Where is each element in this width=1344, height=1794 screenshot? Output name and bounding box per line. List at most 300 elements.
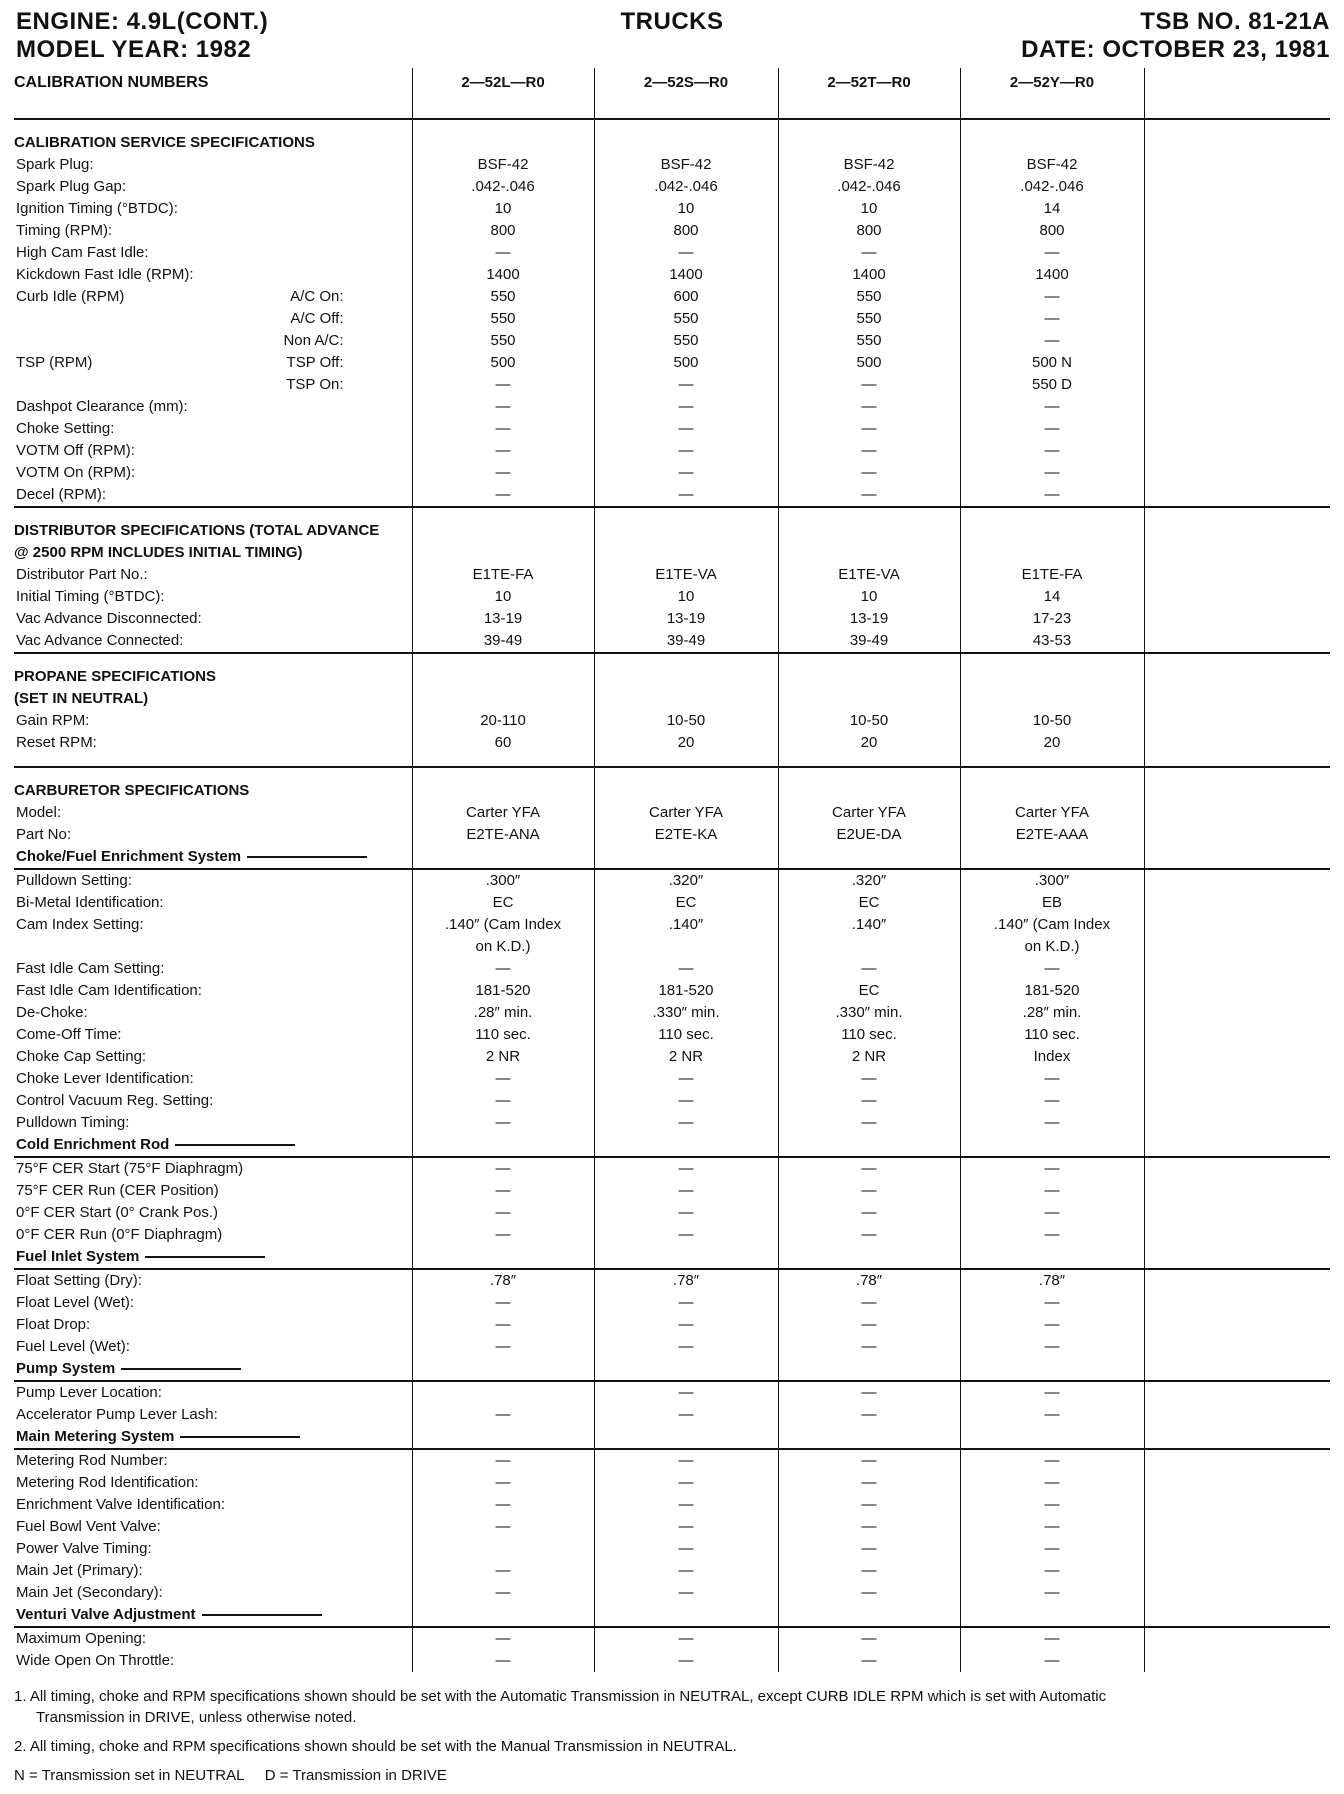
empty-cell <box>778 1246 960 1269</box>
spec-label: Choke Lever Identification: <box>16 1070 194 1087</box>
spec-value: 110 sec. <box>960 1024 1144 1046</box>
spec-row <box>14 198 1330 220</box>
spec-label-wrap <box>14 242 412 264</box>
spec-value: 13-19 <box>778 608 960 630</box>
empty-cell <box>594 666 778 688</box>
note-1-line-1: 1. All timing, choke and RPM specifications shown should be set with the Automatic Transmission in NEUTRAL, except CURB IDLE RPM which is set with Automatic <box>14 1688 1107 1705</box>
spec-label: VOTM Off (RPM): <box>16 442 135 459</box>
spec-value: 2 NR <box>594 1046 778 1068</box>
spec-value: — <box>960 1224 1144 1246</box>
empty-cell <box>960 507 1144 520</box>
spec-label-cell <box>14 396 412 418</box>
spec-value: BSF-42 <box>412 154 594 176</box>
spec-value: — <box>594 1292 778 1314</box>
blank-column-cell <box>1144 1024 1330 1046</box>
spec-value: — <box>594 1180 778 1202</box>
empty-cell <box>14 507 412 520</box>
spec-value: — <box>960 1180 1144 1202</box>
spec-label-cell <box>14 286 412 308</box>
blank-column-cell <box>1144 68 1330 119</box>
blank-column-cell <box>1144 824 1330 846</box>
spec-value: — <box>778 484 960 507</box>
spec-value: — <box>594 484 778 507</box>
empty-cell <box>960 754 1144 767</box>
spec-row <box>14 1449 1330 1472</box>
spec-value: 550 <box>778 330 960 352</box>
empty-cell <box>412 542 594 564</box>
spec-value <box>412 1538 594 1560</box>
spec-value: — <box>960 286 1144 308</box>
spec-sublabel: TSP On: <box>286 376 344 393</box>
spec-value: 10 <box>594 198 778 220</box>
spec-label: 75°F CER Start (75°F Diaphragm) <box>16 1160 244 1177</box>
spec-value: 181-520 <box>412 980 594 1002</box>
spec-value: — <box>960 308 1144 330</box>
blank-column-cell <box>1144 396 1330 418</box>
spec-label: Pulldown Setting: <box>16 872 132 889</box>
blank-column-cell <box>1144 1472 1330 1494</box>
spec-value: — <box>412 1516 594 1538</box>
spec-value: — <box>778 440 960 462</box>
spec-value: 20-110 <box>412 710 594 732</box>
empty-cell <box>594 520 778 542</box>
calibration-number: 2—52L—R0 <box>412 68 594 119</box>
blank-column-cell <box>1144 1180 1330 1202</box>
blank-column-cell <box>1144 1002 1330 1024</box>
spec-label: Ignition Timing (°BTDC): <box>16 200 178 217</box>
spec-label-cell <box>14 484 412 507</box>
spec-label-cell <box>14 1336 412 1358</box>
spec-label: Fast Idle Cam Setting: <box>16 960 165 977</box>
spec-row <box>14 1024 1330 1046</box>
empty-cell <box>594 507 778 520</box>
spec-row <box>14 564 1330 586</box>
spec-value: — <box>960 484 1144 507</box>
blank-column-cell <box>1144 119 1330 132</box>
spec-row <box>14 418 1330 440</box>
spec-row <box>14 869 1330 892</box>
spec-label-cell <box>14 1314 412 1336</box>
spec-value: .140″ <box>778 914 960 936</box>
spec-value: 550 <box>594 308 778 330</box>
blank-column-cell <box>1144 802 1330 824</box>
calibration-number: 2—52T—R0 <box>778 68 960 119</box>
spec-value: — <box>960 1472 1144 1494</box>
spec-sublabel: TSP Off: <box>286 354 344 371</box>
spec-label: Float Drop: <box>16 1316 91 1333</box>
spec-label-cell <box>14 1627 412 1650</box>
empty-cell <box>960 1246 1144 1269</box>
blank-column-cell <box>1144 1269 1330 1292</box>
subsection-title-cell <box>14 1246 412 1269</box>
subsection-title: Choke/Fuel Enrichment System <box>14 848 367 865</box>
spec-label-cell <box>14 1202 412 1224</box>
empty-cell <box>594 1426 778 1449</box>
blank-column-cell <box>1144 242 1330 264</box>
spec-value: — <box>778 1224 960 1246</box>
spec-label: Choke Setting: <box>16 420 115 437</box>
spec-row <box>14 286 1330 308</box>
spec-value: — <box>412 1650 594 1672</box>
spec-value: 10 <box>412 198 594 220</box>
spec-value: — <box>778 1112 960 1134</box>
spec-value: 2 NR <box>412 1046 594 1068</box>
blank-column-cell <box>1144 1538 1330 1560</box>
spec-row <box>14 1627 1330 1650</box>
distributor-title-line-1 <box>14 520 1330 542</box>
empty-cell <box>594 688 778 710</box>
propane-title-line-2 <box>14 688 1330 710</box>
spec-value: .300″ <box>960 869 1144 892</box>
spec-row <box>14 440 1330 462</box>
spec-row <box>14 980 1330 1002</box>
blank-column-cell <box>1144 1292 1330 1314</box>
empty-cell <box>778 688 960 710</box>
spec-label-wrap <box>14 374 412 396</box>
blank-column-cell <box>1144 374 1330 396</box>
spec-row <box>14 484 1330 507</box>
spec-value: — <box>778 396 960 418</box>
spec-row <box>14 1472 1330 1494</box>
spec-value: — <box>594 1404 778 1426</box>
spec-label-cell <box>14 220 412 242</box>
spec-label-cell <box>14 1582 412 1604</box>
spec-label: Curb Idle (RPM) <box>16 288 125 305</box>
spec-value: — <box>960 1202 1144 1224</box>
spec-value: 800 <box>778 220 960 242</box>
spec-label: 75°F CER Run (CER Position) <box>16 1182 219 1199</box>
spec-value: — <box>412 440 594 462</box>
empty-cell <box>412 688 594 710</box>
spec-value: — <box>412 1404 594 1426</box>
spec-label-cell <box>14 1650 412 1672</box>
spec-label-wrap <box>14 286 412 308</box>
section-title: PROPANE SPECIFICATIONS <box>14 666 412 688</box>
spec-value: — <box>960 1068 1144 1090</box>
spec-value: .28″ min. <box>960 1002 1144 1024</box>
spec-value: .140″ (Cam Index <box>960 914 1144 936</box>
spec-label: 0°F CER Start (0° Crank Pos.) <box>16 1204 219 1221</box>
transmission-legend: N = Transmission set in NEUTRAL D = Transmission in DRIVE <box>14 1767 447 1784</box>
spec-value: EC <box>412 892 594 914</box>
subsection-title-cell <box>14 846 412 869</box>
spec-value: 110 sec. <box>594 1024 778 1046</box>
spec-value: — <box>960 1314 1144 1336</box>
subsection-title: Main Metering System <box>14 1428 300 1445</box>
spec-value: E1TE-FA <box>412 564 594 586</box>
spec-label-wrap <box>14 418 412 440</box>
spec-label-cell <box>14 608 412 630</box>
spec-value: 39-49 <box>778 630 960 653</box>
spec-label <box>14 938 16 955</box>
spec-value: 13-19 <box>412 608 594 630</box>
tsb-date: DATE: OCTOBER 23, 1981 <box>1021 36 1330 63</box>
empty-cell <box>960 688 1144 710</box>
blank-column-cell <box>1144 630 1330 653</box>
spec-value: — <box>960 1404 1144 1426</box>
spec-value: — <box>594 1582 778 1604</box>
blank-column-cell <box>1144 286 1330 308</box>
empty-cell <box>960 520 1144 542</box>
spec-value: — <box>778 958 960 980</box>
spec-label: Spark Plug: <box>16 156 94 173</box>
spec-row <box>14 1650 1330 1672</box>
spec-value: EC <box>778 892 960 914</box>
spec-value: — <box>594 1627 778 1650</box>
blank-column-cell <box>1144 846 1330 869</box>
spec-label: Reset RPM: <box>16 734 97 751</box>
spec-value: 550 <box>594 330 778 352</box>
spec-row <box>14 330 1330 352</box>
spec-value: — <box>960 1449 1144 1472</box>
blank-column-cell <box>1144 1604 1330 1627</box>
spec-label-wrap <box>14 462 412 484</box>
spec-value: .78″ <box>778 1269 960 1292</box>
spec-label: VOTM On (RPM): <box>16 464 136 481</box>
spec-value: — <box>594 374 778 396</box>
spec-row <box>14 1202 1330 1224</box>
spec-value: — <box>412 1068 594 1090</box>
spec-value: — <box>412 1449 594 1472</box>
spec-value: — <box>594 462 778 484</box>
empty-cell <box>778 780 960 802</box>
spec-label: Main Jet (Secondary): <box>16 1584 163 1601</box>
tsb-number: TSB NO. 81-21A <box>1140 8 1330 35</box>
spec-value: 550 <box>412 330 594 352</box>
blank-column-cell <box>1144 710 1330 732</box>
blank-column-cell <box>1144 154 1330 176</box>
spec-value: — <box>412 1472 594 1494</box>
empty-cell <box>14 754 412 767</box>
spec-value: .042-.046 <box>778 176 960 198</box>
empty-cell <box>594 542 778 564</box>
spec-value: 17-23 <box>960 608 1144 630</box>
blank-column-cell <box>1144 1314 1330 1336</box>
distributor-title-line-2 <box>14 542 1330 564</box>
spec-value: — <box>412 462 594 484</box>
empty-cell <box>14 767 412 780</box>
empty-cell <box>594 119 778 132</box>
spec-value: — <box>778 1627 960 1650</box>
spec-value: Carter YFA <box>778 802 960 824</box>
spec-value: .042-.046 <box>960 176 1144 198</box>
spec-value: — <box>594 1516 778 1538</box>
blank-column-cell <box>1144 462 1330 484</box>
spec-sublabel: A/C On: <box>290 288 344 305</box>
empty-cell <box>778 754 960 767</box>
spec-label: Choke Cap Setting: <box>16 1048 147 1065</box>
spec-label-cell <box>14 264 412 286</box>
spec-value: 60 <box>412 732 594 754</box>
trucks-title: TRUCKS <box>620 8 724 35</box>
spec-value: 110 sec. <box>412 1024 594 1046</box>
spec-value: .042-.046 <box>594 176 778 198</box>
spec-value: — <box>412 1627 594 1650</box>
spec-value: — <box>412 1157 594 1180</box>
spec-value: — <box>778 1180 960 1202</box>
spacer-row <box>14 507 1330 520</box>
spec-label: Bi-Metal Identification: <box>16 894 164 911</box>
spec-value: 800 <box>594 220 778 242</box>
blank-column-cell <box>1144 1068 1330 1090</box>
spec-value: 10 <box>778 586 960 608</box>
spec-value: 500 <box>594 352 778 374</box>
spec-value: — <box>778 1381 960 1404</box>
empty-cell <box>14 119 412 132</box>
spec-value: EC <box>594 892 778 914</box>
subsection-title-row <box>14 1358 1330 1381</box>
blank-column-cell <box>1144 1224 1330 1246</box>
subsection-title-cell <box>14 1604 412 1627</box>
spec-value: — <box>778 418 960 440</box>
spec-value: 13-19 <box>594 608 778 630</box>
spec-row <box>14 732 1330 754</box>
spec-value: 10-50 <box>960 710 1144 732</box>
spec-label-wrap <box>14 154 412 176</box>
empty-cell <box>960 132 1144 154</box>
service-specs-title <box>14 132 1330 154</box>
spec-value: — <box>960 396 1144 418</box>
spec-label: Metering Rod Identification: <box>16 1474 199 1491</box>
spec-value: — <box>778 374 960 396</box>
spec-label-wrap <box>14 176 412 198</box>
empty-cell <box>594 780 778 802</box>
spec-value: — <box>412 1202 594 1224</box>
blank-column-cell <box>1144 958 1330 980</box>
blank-column-cell <box>1144 176 1330 198</box>
blank-column-cell <box>1144 1582 1330 1604</box>
spec-value: — <box>412 1180 594 1202</box>
spec-value: 550 <box>778 308 960 330</box>
spec-value: .320″ <box>594 869 778 892</box>
spec-row <box>14 608 1330 630</box>
subsection-title-row <box>14 846 1330 869</box>
spec-label-cell <box>14 824 412 846</box>
spec-label: Distributor Part No.: <box>16 566 148 583</box>
spec-value: 2 NR <box>778 1046 960 1068</box>
calibration-number: 2—52Y—R0 <box>960 68 1144 119</box>
spec-label: Timing (RPM): <box>16 222 113 239</box>
spec-label-cell <box>14 1068 412 1090</box>
spec-label-cell <box>14 914 412 936</box>
spec-row <box>14 802 1330 824</box>
spec-label: 0°F CER Run (0°F Diaphragm) <box>16 1226 223 1243</box>
spec-row <box>14 1224 1330 1246</box>
spec-value: 500 N <box>960 352 1144 374</box>
spec-label: Vac Advance Connected: <box>16 632 184 649</box>
spec-label-cell <box>14 1449 412 1472</box>
spec-value: — <box>594 440 778 462</box>
spec-label-cell <box>14 1224 412 1246</box>
spec-label-wrap <box>14 308 412 330</box>
spec-value: — <box>960 1090 1144 1112</box>
spec-value: 10 <box>594 586 778 608</box>
spec-value: — <box>960 1112 1144 1134</box>
empty-cell <box>412 1426 594 1449</box>
spec-row <box>14 154 1330 176</box>
spec-value: 800 <box>960 220 1144 242</box>
blank-column-cell <box>1144 936 1330 958</box>
spec-value <box>412 1381 594 1404</box>
spec-value: — <box>778 1650 960 1672</box>
empty-cell <box>412 507 594 520</box>
blank-column-cell <box>1144 418 1330 440</box>
spec-value: 1400 <box>778 264 960 286</box>
spec-value: BSF-42 <box>594 154 778 176</box>
blank-column-cell <box>1144 1627 1330 1650</box>
spacer-row <box>14 119 1330 132</box>
spec-value: E2UE-DA <box>778 824 960 846</box>
spec-label-wrap <box>14 220 412 242</box>
spec-value: 800 <box>412 220 594 242</box>
spec-row <box>14 630 1330 653</box>
spec-label-cell <box>14 1381 412 1404</box>
section-title: DISTRIBUTOR SPECIFICATIONS (TOTAL ADVANCE <box>14 520 412 542</box>
spec-label-cell <box>14 1157 412 1180</box>
spec-value: — <box>960 1336 1144 1358</box>
empty-cell <box>778 666 960 688</box>
spec-value: — <box>412 1224 594 1246</box>
spec-value: E2TE-ANA <box>412 824 594 846</box>
spec-label: Gain RPM: <box>16 712 90 729</box>
spec-label-cell <box>14 564 412 586</box>
calibration-number: 2—52S—R0 <box>594 68 778 119</box>
spec-value: Index <box>960 1046 1144 1068</box>
blank-column-cell <box>1144 1046 1330 1068</box>
spec-label-cell <box>14 1090 412 1112</box>
spacer-row <box>14 653 1330 666</box>
spec-value: 550 D <box>960 374 1144 396</box>
empty-cell <box>778 1358 960 1381</box>
spec-label-cell <box>14 462 412 484</box>
spec-value: — <box>594 1381 778 1404</box>
spec-row <box>14 1314 1330 1336</box>
spec-label-cell <box>14 630 412 653</box>
spec-value: — <box>412 484 594 507</box>
spec-value: 10 <box>412 586 594 608</box>
spec-value: — <box>778 242 960 264</box>
spec-value: — <box>594 1314 778 1336</box>
spec-label: High Cam Fast Idle: <box>16 244 149 261</box>
blank-column-cell <box>1144 507 1330 520</box>
spec-value: — <box>960 1157 1144 1180</box>
spec-value: Carter YFA <box>594 802 778 824</box>
spec-value: .78″ <box>594 1269 778 1292</box>
spec-label: TSP (RPM) <box>16 354 93 371</box>
empty-cell <box>778 520 960 542</box>
empty-cell <box>960 846 1144 869</box>
blank-column-cell <box>1144 1202 1330 1224</box>
spec-row <box>14 242 1330 264</box>
empty-cell <box>778 1604 960 1627</box>
spec-value: — <box>960 1560 1144 1582</box>
spec-value: E1TE-FA <box>960 564 1144 586</box>
empty-cell <box>412 520 594 542</box>
spec-row <box>14 1404 1330 1426</box>
spec-value: — <box>960 1538 1144 1560</box>
section-title: CARBURETOR SPECIFICATIONS <box>14 780 412 802</box>
spec-label-cell <box>14 710 412 732</box>
empty-cell <box>594 767 778 780</box>
spec-label-cell <box>14 869 412 892</box>
spec-row <box>14 1538 1330 1560</box>
spec-value: .140″ <box>594 914 778 936</box>
spec-value: 14 <box>960 198 1144 220</box>
blank-column-cell <box>1144 1449 1330 1472</box>
spec-row <box>14 914 1330 936</box>
spec-value: — <box>594 396 778 418</box>
blank-column-cell <box>1144 980 1330 1002</box>
